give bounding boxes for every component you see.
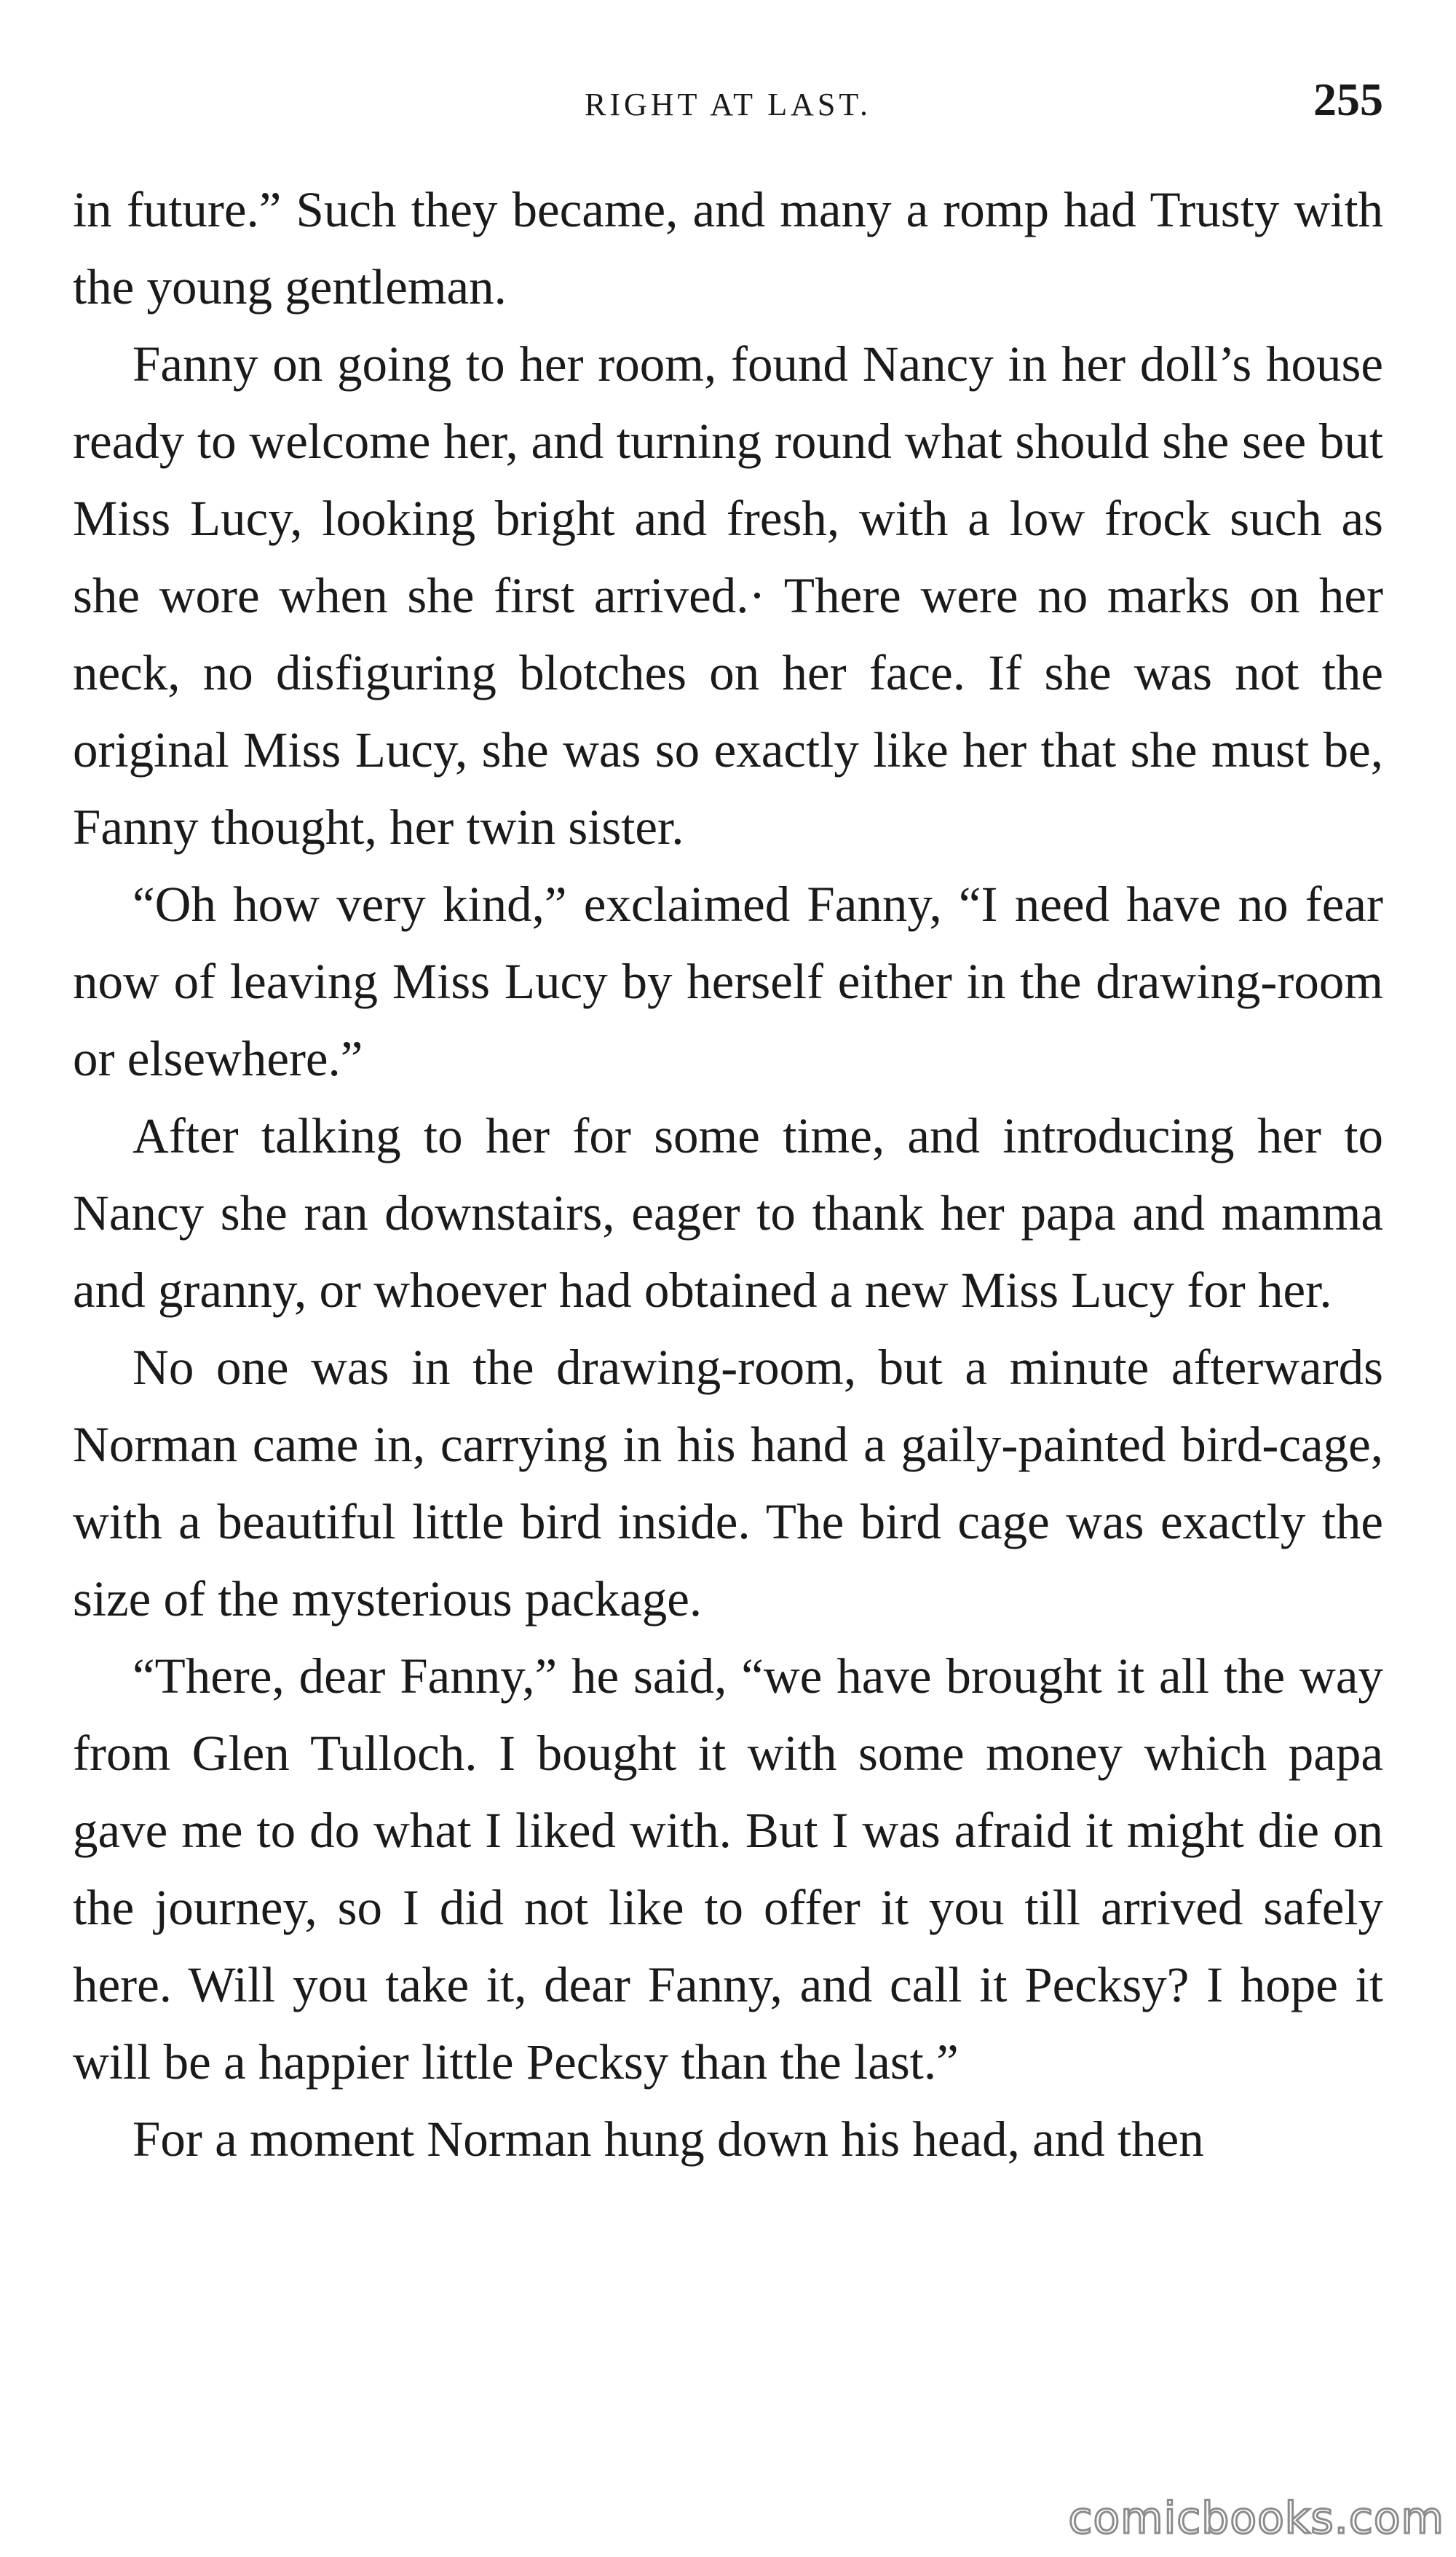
paragraph: “Oh how very kind,” exclaimed Fanny, “I need have no fear now of leaving Miss Lucy by herself either in the drawing-room or elsewhere.”	[73, 877, 1383, 1086]
paragraph: No one was in the drawing-room, but a minute afterwards Norman came in, carrying in his hand a gaily-painted bird-cage, with a beautiful little bird inside. The bird cage was exactly the size of the mysterious package.	[73, 1340, 1383, 1627]
watermark: comicbooks.com	[1068, 2493, 1444, 2544]
paragraph: After talking to her for some time, and introducing her to Nancy she ran downstairs, eager to thank her papa and mamma and granny, or whoever had obtained a new Miss Lucy for her.	[73, 1108, 1383, 1318]
running-title: RIGHT AT LAST.	[585, 87, 871, 122]
paragraph-last: For a moment Norman hung down his head, and then	[132, 2111, 1204, 2167]
running-head	[73, 73, 1383, 131]
paragraph: “There, dear Fanny,” he said, “we have brought it all the way from Glen Tulloch. I bought it with some money which papa gave me to do what I liked with. But I was afraid it might die on the journey, so I did not like to offer it you till arrived safely here. Will you take it, dear Fanny, and call it Pecksy? I hope it will be a happier little Pecksy than the last.”	[73, 1648, 1383, 2090]
page-number: 255	[1313, 74, 1383, 125]
paragraph-continued: in future.” Such they became, and many a romp had Trusty with the young gentleman.	[73, 182, 1383, 315]
paragraph: Fanny on going to her room, found Nancy in her doll’s house ready to welcome her, and turning round what should she see but Miss Lucy, looking bright and fresh, with a low frock such as she wore when she first arrived.· There were no marks on her neck, no disfiguring blotches on her face. If she was not the original Miss Lucy, she was so exactly like her that she must be, Fanny thought, her twin sister.	[73, 336, 1383, 855]
body-text	[73, 171, 1383, 2178]
